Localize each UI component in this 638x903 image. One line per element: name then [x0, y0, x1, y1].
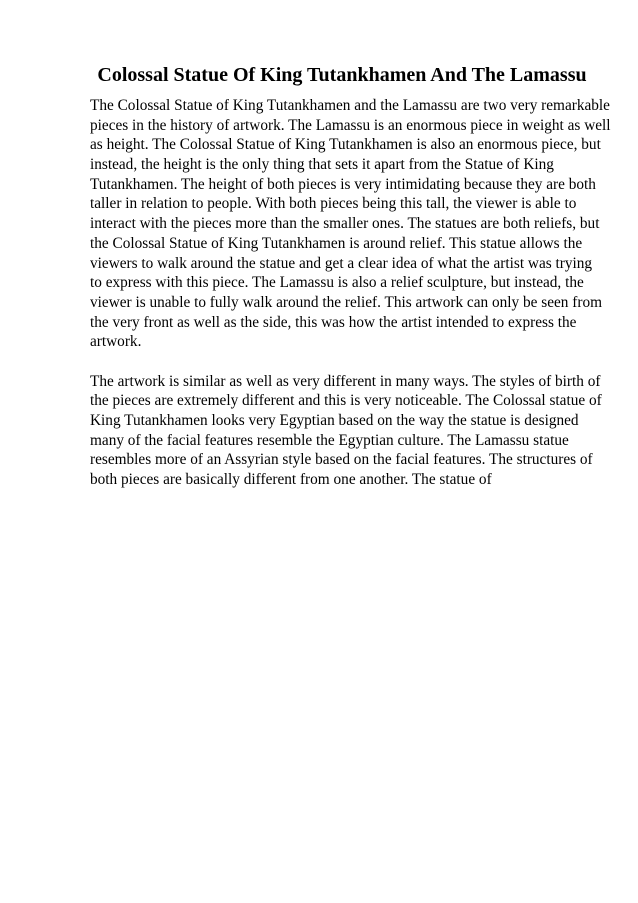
text-line: as height. The Colossal Statue of King Tutankhamen is also an enormous piece, but [90, 136, 601, 154]
paragraph-spacer [90, 352, 600, 372]
text-line: King Tutankhamen looks very Egyptian based on the way the statue is designed [90, 412, 579, 429]
paragraph-1 [90, 96, 611, 352]
text-line: both pieces are basically different from one another. The statue of [90, 471, 492, 489]
text-line: artwork. [90, 333, 142, 351]
text-line: the very front as well as the side, this was how the artist intended to express the [90, 313, 577, 331]
document-title: Colossal Statue Of King Tutankhamen And The Lamassu [97, 64, 587, 86]
text-line: pieces in the history of artwork. The Lamassu is an enormous piece in weight as well [90, 116, 611, 134]
text-line: resembles more of an Assyrian style based on the facial features. The structures of [90, 451, 593, 469]
text-line: Tutankhamen. The height of both pieces is very intimidating because they are both [90, 175, 596, 193]
text-line: viewers to walk around the statue and get a clear idea of what the artist was trying [90, 254, 593, 272]
text-line: the pieces are extremely different and this is very noticeable. The Colossal statue of [90, 392, 602, 410]
text-line: to express with this piece. The Lamassu is also a relief sculpture, but instead, the [90, 274, 584, 292]
text-line: instead, the height is the only thing that sets it apart from the Statue of King [90, 156, 554, 174]
text-line: taller in relation to people. With both pieces being this tall, the viewer is able to [90, 195, 577, 213]
document-body [90, 96, 611, 490]
text-line: The Colossal Statue of King Tutankhamen and the Lamassu are two very remarkable [90, 97, 610, 114]
text-line: many of the facial features resemble the Egyptian culture. The Lamassu statue [90, 431, 569, 449]
text-line: interact with the pieces more than the smaller ones. The statues are both reliefs, but [90, 215, 600, 233]
text-line: the Colossal Statue of King Tutankhamen is around relief. This statue allows the [90, 234, 583, 252]
text-line: viewer is unable to fully walk around the relief. This artwork can only be seen from [90, 293, 603, 311]
paragraph-2 [90, 372, 600, 490]
text-line: The artwork is similar as well as very different in many ways. The styles of birth of [90, 372, 601, 390]
